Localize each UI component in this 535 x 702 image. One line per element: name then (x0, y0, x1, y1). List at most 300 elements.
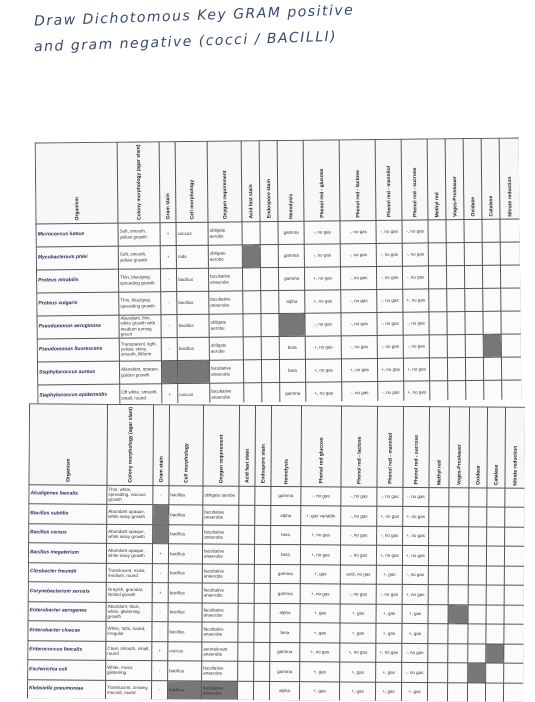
result-cell: obligate aerobe (208, 244, 242, 267)
result-cell: bacillus (169, 524, 203, 544)
column-header-label: Oxidase (474, 465, 482, 485)
result-cell: bacillus (168, 583, 202, 603)
result-cell (243, 336, 261, 359)
result-cell: + (160, 222, 176, 245)
organism-cell: Enterobacter aerogenes (28, 601, 106, 621)
result-cell: -, no gas (341, 312, 377, 335)
result-cell (429, 507, 449, 527)
result-cell: Abundant opaque, white waxy growth (106, 543, 152, 563)
result-cell (261, 359, 279, 382)
result-cell (482, 265, 500, 288)
column-header-label: Gram stain (164, 193, 171, 220)
result-cell: -, no gas (378, 381, 404, 404)
result-cell: beta (270, 623, 300, 643)
result-cell: +, gas (402, 604, 428, 624)
result-cell (465, 357, 483, 380)
result-cell: +, no gas (304, 266, 340, 289)
column-header (239, 405, 256, 486)
result-cell: White, moist, glistening (106, 660, 152, 680)
column-header-label: Nitrate reduction (506, 176, 513, 217)
result-cell: +, no gas (377, 358, 403, 381)
column-header (241, 141, 260, 222)
result-cell: -, no gas (342, 381, 378, 404)
result-cell: facultative anaerobe (202, 583, 238, 603)
result-cell (448, 604, 468, 624)
result-cell (483, 334, 501, 357)
result-cell: + (160, 245, 176, 268)
column-header (277, 140, 304, 221)
result-cell: Grayish, granular, limited growth (106, 582, 152, 602)
result-cell (254, 544, 270, 564)
result-cell: - (160, 268, 176, 291)
result-cell: - (161, 291, 177, 314)
result-cell: +, no gas (404, 380, 430, 403)
result-cell: +, gas (375, 682, 401, 702)
result-cell (260, 221, 278, 244)
test-results-sheet-1 (35, 137, 522, 404)
result-cell (505, 507, 525, 527)
result-cell (261, 290, 279, 313)
result-cell: -, no gas (402, 565, 428, 585)
result-cell: gamma (278, 221, 304, 244)
result-cell: +, gas (376, 662, 402, 682)
result-cell (427, 682, 447, 702)
result-cell: facultative anaerobe (202, 622, 238, 642)
column-header (403, 406, 430, 487)
result-cell: -, no gas (402, 265, 428, 288)
result-cell: gamma (280, 382, 306, 405)
result-cell (239, 486, 255, 506)
result-cell (465, 334, 483, 357)
result-cell: Abundant, opaque, golden growth (119, 360, 161, 383)
result-cell: -, no gas (403, 334, 429, 357)
result-cell (482, 242, 500, 265)
result-cell (448, 643, 468, 663)
column-header (341, 406, 378, 487)
result-cell: +, no gas (300, 584, 340, 604)
result-cell: -, no gas (340, 584, 376, 604)
result-cell: +, no gas (376, 545, 402, 565)
result-cell (429, 357, 447, 380)
result-cell: coccus (176, 222, 208, 245)
result-cell (448, 585, 468, 605)
handwritten-title-line-1: Draw Dichotomous Key GRAM positive (33, 2, 355, 30)
column-header-label: Methyl red (435, 459, 443, 485)
result-cell: -, no gas (340, 545, 376, 565)
result-cell (253, 681, 269, 701)
result-cell (449, 526, 469, 546)
result-cell: gamma (270, 584, 300, 604)
result-cell (153, 524, 169, 544)
result-cell (464, 265, 482, 288)
result-cell (485, 683, 503, 702)
result-cell (447, 288, 465, 311)
column-header-label: Oxidase (469, 197, 476, 217)
result-cell (428, 663, 448, 683)
result-cell: +, gas (300, 662, 340, 682)
organism-cell: Citrobacter freundii (28, 562, 106, 582)
result-cell (484, 380, 502, 403)
result-cell (428, 624, 448, 644)
result-cell (243, 359, 261, 382)
result-cell: obligate aerobe (209, 336, 243, 359)
result-cell: +, no gas (300, 642, 340, 662)
organism-cell: Corynebacterium xerosis (28, 582, 106, 602)
result-cell (244, 382, 262, 404)
result-cell: +, gas (376, 604, 402, 624)
result-cell (261, 336, 279, 359)
column-header-label: Endospore stain (265, 179, 272, 219)
result-cell: +, no gas (377, 506, 403, 526)
result-cell: facultative anaerobe (203, 505, 239, 525)
result-cell: gamma (278, 244, 304, 267)
result-cell (242, 221, 260, 244)
result-cell: bacillus (168, 544, 202, 564)
result-cell: + (152, 641, 168, 661)
result-cell (468, 585, 486, 605)
organism-cell: Enterobacter cloacae (28, 621, 106, 641)
result-cell: +, no gas (402, 584, 428, 604)
column-header-label: Phenol red - sucrose (411, 167, 418, 218)
result-cell: facultative anaerobe (209, 359, 243, 382)
result-cell: +, gas (339, 682, 375, 702)
result-cell (448, 624, 468, 644)
result-cell: +, gas (300, 603, 340, 623)
result-cell (255, 525, 271, 545)
result-cell (501, 311, 521, 334)
result-cell (500, 265, 520, 288)
result-cell: +, no gas (301, 525, 341, 545)
result-cell (469, 526, 487, 546)
result-cell (254, 603, 270, 623)
result-cell (428, 643, 448, 663)
column-header-label: Catalase (492, 464, 500, 486)
result-cell (239, 525, 255, 545)
result-cell (464, 219, 482, 242)
result-cell: -, no gas (376, 266, 402, 289)
result-cell: +, gas (376, 623, 402, 643)
test-results-table-2 (27, 403, 525, 701)
result-cell (242, 244, 260, 267)
result-cell: - (153, 485, 169, 505)
result-cell: facultative anaerobe (203, 525, 239, 545)
result-cell: Thin, blue/gray, spreading growth (119, 291, 161, 314)
result-cell: facultative anaerobe (210, 382, 244, 404)
result-cell (238, 544, 254, 564)
column-header-label: Hemolysis (282, 458, 290, 484)
result-cell (464, 242, 482, 265)
result-cell: Transparent, light, yellow, shiny, smooth, filiform (119, 337, 161, 360)
result-cell: gamma (270, 564, 300, 584)
result-cell: obligate aerobe (208, 221, 242, 244)
result-cell: gamma (270, 662, 300, 682)
column-header (487, 407, 506, 488)
result-cell (468, 565, 486, 585)
column-header (153, 405, 170, 486)
result-cell: gamma (270, 642, 300, 662)
result-cell: +, no gas (403, 506, 429, 526)
result-cell (500, 219, 520, 242)
result-cell (483, 311, 501, 334)
organism-cell: Bacillus megaterium (28, 543, 106, 563)
result-cell: bacillus (176, 268, 208, 291)
result-cell: bacillus (167, 680, 201, 700)
column-header (339, 139, 376, 220)
result-cell: bacillus (168, 602, 202, 622)
column-header-label: Cell morphology (182, 443, 190, 483)
result-cell (467, 682, 485, 701)
column-header (463, 138, 482, 219)
result-cell: bacillus (177, 314, 209, 337)
result-cell (161, 360, 177, 383)
result-cell (504, 663, 524, 683)
result-cell: +, gas (300, 564, 340, 584)
result-cell: -, no gas (377, 487, 403, 507)
result-cell (428, 546, 448, 566)
result-cell (501, 334, 521, 357)
result-cell (428, 219, 446, 242)
header-row (35, 138, 520, 224)
result-cell (468, 604, 486, 624)
result-cell (447, 311, 465, 334)
column-header (303, 140, 340, 221)
result-cell: bacillus (168, 563, 202, 583)
organism-cell: Proteus vulgaris (37, 292, 119, 316)
result-cell (429, 487, 449, 507)
result-cell: coccus (178, 383, 210, 405)
result-cell: -, no gas (340, 243, 376, 266)
result-cell (486, 624, 504, 644)
column-header-label: Oxygen requirement (221, 170, 228, 220)
result-cell (428, 604, 448, 624)
result-cell: -, no gas (341, 506, 377, 526)
result-cell: -, no gas (377, 526, 403, 546)
result-cell: +, gas (299, 681, 339, 701)
result-cell (242, 267, 260, 290)
result-cell (500, 242, 520, 265)
result-cell: beta (271, 525, 301, 545)
result-cell: acid, no gas (340, 565, 376, 585)
result-cell (428, 265, 446, 288)
result-cell (468, 643, 486, 663)
column-header-label: Colony morphology (agar slant) (126, 406, 134, 483)
result-cell: + (152, 583, 168, 603)
result-cell: -, no gas (402, 643, 428, 663)
column-header-label: Voges-Proskauer (455, 444, 463, 485)
column-header-label: Endospore stain (259, 444, 267, 484)
column-header-label: Phenol red - mannitol (386, 433, 394, 485)
organism-cell: Staphylococcus epidermidis (38, 384, 120, 405)
result-cell: alpha (269, 681, 299, 701)
result-cell: bacillus (169, 485, 203, 505)
result-cell (428, 565, 448, 585)
organism-cell: Alcaligenes faecalis (29, 484, 107, 504)
result-cell (429, 288, 447, 311)
header-row (29, 404, 525, 488)
result-cell (261, 313, 279, 336)
result-cell (503, 683, 523, 702)
result-cell: -, no gas (377, 312, 403, 335)
result-cell (466, 380, 484, 403)
result-cell (153, 505, 169, 525)
column-header (203, 405, 240, 486)
result-cell: alpha (270, 603, 300, 623)
result-cell: aerotolerant anaerobe (202, 642, 238, 662)
result-cell (237, 681, 253, 701)
result-cell: Abundant opaque, white waxy growth (107, 504, 153, 524)
result-cell: +, gas (340, 662, 376, 682)
result-cell (238, 603, 254, 623)
result-cell: +, no gas (300, 545, 340, 565)
column-header-label: Gram stain (157, 456, 165, 483)
result-cell: bacillus (168, 661, 202, 681)
result-cell (447, 334, 465, 357)
result-cell (254, 622, 270, 642)
result-cell: bacillus (168, 622, 202, 642)
result-cell (487, 527, 505, 547)
result-cell: -, no gas (340, 220, 376, 243)
result-cell: facultative anaerobe (202, 564, 238, 584)
column-header (301, 406, 342, 487)
organism-cell: Pseudomonas fluorescens (37, 338, 119, 362)
result-cell (483, 357, 501, 380)
column-header (259, 141, 278, 222)
result-cell: Off white, smooth, small, round (120, 383, 162, 404)
result-cell: facultative anaerobe (202, 544, 238, 564)
result-cell: Clear, smooth, small, round (106, 641, 152, 661)
column-header-label: Hemolysis (287, 193, 294, 219)
organism-cell: Micrococcus luteus (36, 223, 118, 247)
column-header (117, 142, 160, 223)
column-header (375, 139, 402, 220)
result-cell (465, 311, 483, 334)
column-header (175, 141, 208, 222)
result-cell: -, no gas (376, 243, 402, 266)
result-cell: +, gas (340, 623, 376, 643)
result-cell (430, 380, 448, 403)
result-cell (504, 566, 524, 586)
organism-cell: Bacillus cereus (29, 523, 107, 543)
result-cell (505, 488, 525, 508)
column-header-label: Phenol red - sucrose (412, 435, 420, 485)
result-cell: obligate aerobe (203, 486, 239, 506)
result-cell: bacillus (177, 337, 209, 360)
result-cell: -, no gas (402, 242, 428, 265)
result-cell (468, 624, 486, 644)
column-header-label: Phenol red - lactose (355, 436, 363, 485)
column-header (401, 139, 428, 220)
organism-cell: Klebsiella pneumoniae (27, 679, 105, 699)
result-cell (429, 311, 447, 334)
column-header (35, 142, 118, 223)
result-cell (177, 360, 209, 383)
result-cell: beta (270, 545, 300, 565)
result-cell: obligate aerobe (209, 313, 243, 336)
column-header-label: Voges-Proskauer (451, 175, 458, 217)
result-cell (238, 661, 254, 681)
organism-cell: Mycobacterium phlei (36, 246, 118, 270)
result-cell: Soft, smooth, yellow growth (118, 245, 160, 268)
result-cell: gamma (278, 267, 304, 290)
column-header (207, 141, 242, 222)
result-cell (449, 507, 469, 527)
result-cell: + (152, 544, 168, 564)
result-cell (469, 487, 487, 507)
result-cell: +, no gas (402, 545, 428, 565)
result-cell (428, 242, 446, 265)
result-cell: +, no gas (403, 357, 429, 380)
result-cell: - (152, 661, 168, 681)
column-header (469, 407, 488, 488)
result-cell (255, 486, 271, 506)
result-cell: Abundant, thick, white, glistening growth (106, 602, 152, 622)
column-header (427, 139, 446, 220)
result-cell: +, no gas (341, 358, 377, 381)
column-header (499, 138, 520, 219)
result-cell (254, 661, 270, 681)
column-header-label: Acid fast stain (243, 449, 251, 484)
column-header-label: Catalase (487, 195, 494, 217)
result-cell (487, 507, 505, 527)
result-cell: -, no gas (304, 220, 340, 243)
result-cell: Abundant, thin, white growth with medium turning green (119, 314, 161, 337)
result-cell (447, 682, 467, 701)
result-cell (502, 380, 522, 403)
result-cell: +, gas (340, 604, 376, 624)
result-cell: beta (279, 359, 305, 382)
result-cell: beta (279, 336, 305, 359)
column-header-label: Phenol red - mannitol (385, 166, 392, 218)
result-cell: - (151, 680, 167, 700)
result-cell: bacillus (169, 505, 203, 525)
result-cell (254, 583, 270, 603)
column-header-label: Phenol red - lactose (354, 170, 361, 218)
result-cell (486, 663, 504, 683)
result-cell (487, 488, 505, 508)
result-cell: -, no gas (340, 266, 376, 289)
column-header-label: Organism (73, 197, 80, 221)
result-cell (505, 527, 525, 547)
result-cell: alpha (279, 290, 305, 313)
column-header (377, 406, 404, 487)
result-cell: -, no gas (376, 220, 402, 243)
result-cell (501, 357, 521, 380)
result-cell: +, no gas (305, 289, 341, 312)
result-cell (255, 505, 271, 525)
column-header-label: Methyl red (433, 191, 440, 217)
table-row (27, 679, 523, 701)
result-cell (243, 290, 261, 313)
result-cell (504, 605, 524, 625)
result-cell: -, no gas (304, 243, 340, 266)
column-header (481, 138, 500, 219)
result-cell: facultative anaerobe (202, 661, 238, 681)
result-cell: Translucent, moist, medium, round (106, 563, 152, 583)
result-cell: + (162, 383, 178, 404)
handwritten-title-line-2: and gram negative (cocci / BACILLI) (33, 28, 338, 56)
column-header-label: Nitrate reduction (511, 445, 519, 486)
result-cell (448, 565, 468, 585)
result-cell (254, 564, 270, 584)
result-cell (448, 380, 466, 403)
result-cell (238, 564, 254, 584)
result-cell: - (152, 602, 168, 622)
result-cell: rods (176, 245, 208, 268)
column-header-label: Cell morphology (188, 179, 195, 220)
result-cell (446, 265, 464, 288)
result-cell: -, no gas (402, 219, 428, 242)
result-cell: -, no gas (341, 289, 377, 312)
